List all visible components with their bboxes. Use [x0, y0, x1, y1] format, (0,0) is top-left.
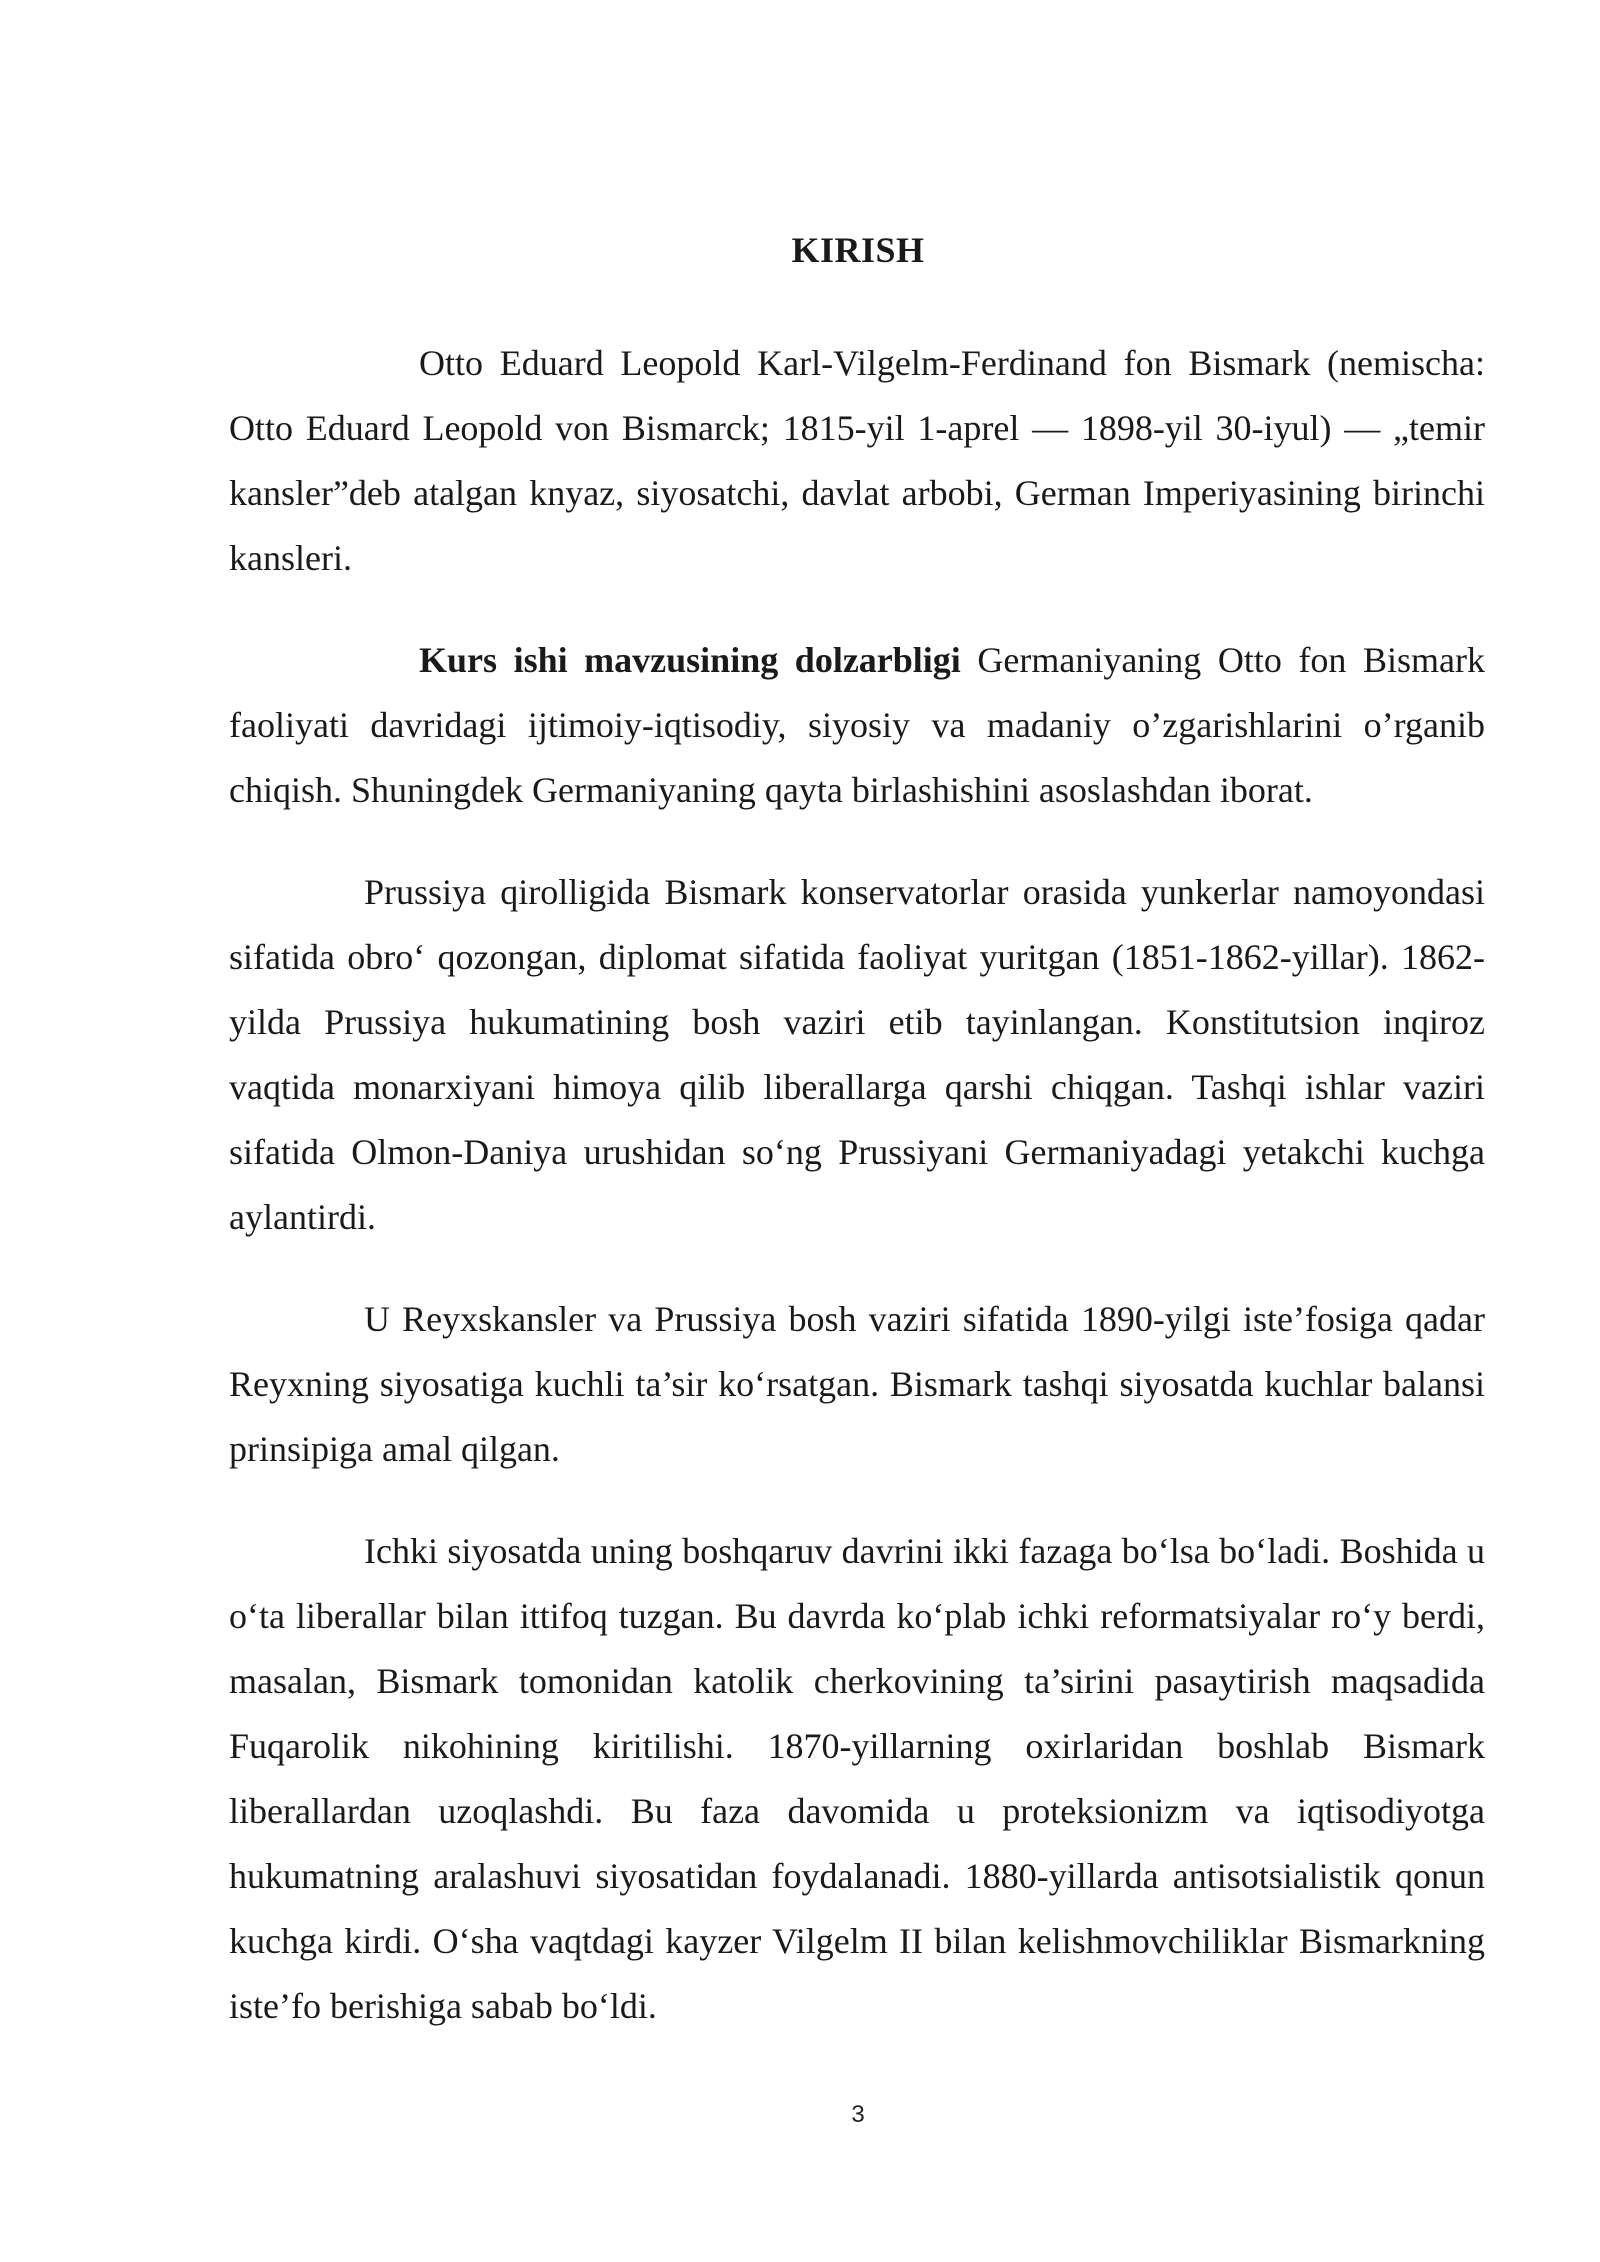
- paragraph-reichskanzler: [229, 1287, 1485, 1482]
- paragraph-text: Prussiya qirolligida Bismark konservatorlar orasida yunkerlar namoyondasi sifatida obroʻ qozongan, diplomat sifatida faoliyat yuritgan (1851-1862-yillar). 1862-yilda Prussiya hukumatining bosh vaziri etib tayinlangan. Konstitutsion inqiroz vaqtida monarxiyani himoya qilib liberallarga qarshi chiqgan. Tashqi ishlar vaziri sifatida Olmon-Daniya urushidan soʻng Prussiyani Germaniyadagi yetakchi kuchga aylantirdi.: [229, 872, 1485, 1237]
- paragraph-text: Germaniyaning Otto fon Bismark faoliyati davridagi ijtimoiy-iqtisodiy, siyosiy va madaniy o’zgarishlarini o’rganib chiqish. Shuningdek Germaniyaning qayta birlashishini asoslashdan iborat.: [229, 640, 1485, 810]
- page-number: 3: [851, 2101, 865, 2128]
- paragraph-text: U Reyxskansler va Prussiya bosh vaziri sifatida 1890-yilgi iste’fosiga qadar Reyxning siyosatiga kuchli ta’sir koʻrsatgan. Bismark tashqi siyosatda kuchlar balansi prinsipiga amal qilgan.: [229, 1299, 1485, 1469]
- paragraph-domestic-policy: [229, 1519, 1485, 2039]
- page-heading: KIRISH: [791, 230, 925, 270]
- paragraph-text: Otto Eduard Leopold Karl-Vilgelm-Ferdinand fon Bismark (nemischa: Otto Eduard Leopold von Bismarck; 1815-yil 1-aprel — 1898-yil 30-iyul) — „temir kansler”deb atalgan knyaz, siyosatchi, davlat arbobi, German Imperiyasining birinchi kansleri.: [229, 343, 1485, 578]
- paragraph-intro: [229, 331, 1485, 591]
- paragraph-bold-lead: Kurs ishi mavzusining dolzarbligi: [419, 640, 961, 680]
- paragraph-text: Ichki siyosatda uning boshqaruv davrini ikki fazaga boʻlsa boʻladi. Boshida u oʻta liberallar bilan ittifoq tuzgan. Bu davrda koʻplab ichki reformatsiyalar roʻy berdi, masalan, Bismark tomonidan katolik cherkovining ta’sirini pasaytirish maqsadida Fuqarolik nikohining kiritilishi. 1870-yillarning oxirlaridan boshlab Bismark liberallardan uzoqlashdi. Bu faza davomida u proteksionizm va iqtisodiyotga hukumatning aralashuvi siyosatidan foydalanadi. 1880-yillarda antisotsialistik qonun kuchga kirdi. Oʻsha vaqtdagi kayzer Vilgelm II bilan kelishmovchiliklar Bismarkning iste’fo berishiga sabab boʻldi.: [229, 1531, 1485, 2026]
- document-body: [229, 331, 1485, 2076]
- paragraph-prussia: [229, 860, 1485, 1250]
- paragraph-relevance: [229, 628, 1485, 823]
